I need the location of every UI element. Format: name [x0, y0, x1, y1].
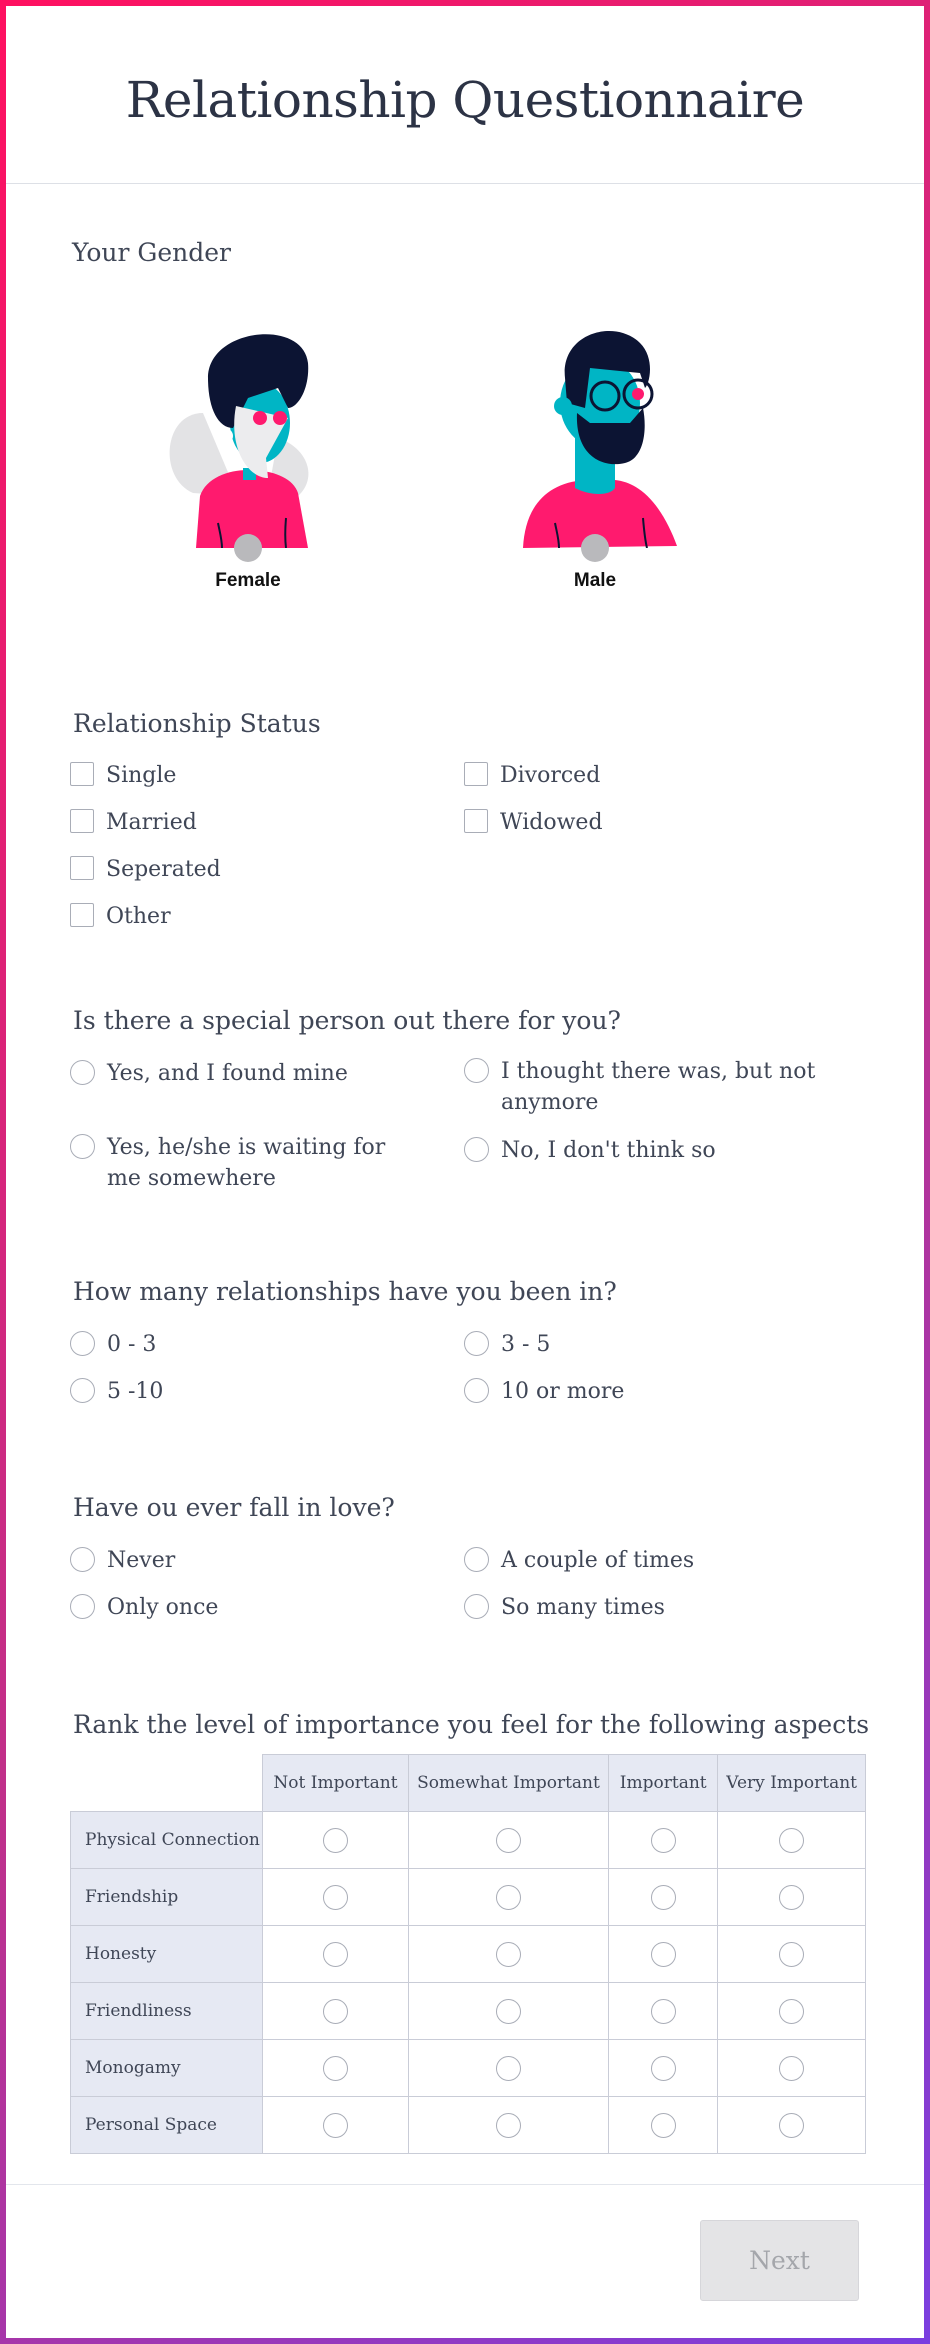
checkbox[interactable] [70, 856, 94, 880]
matrix-radio[interactable] [651, 1942, 676, 1967]
matrix-row-header: Personal Space [71, 2097, 263, 2154]
special-option-not-anymore[interactable] [464, 1056, 824, 1118]
radio-button[interactable] [464, 1058, 489, 1083]
matrix-row-header: Friendship [71, 1869, 263, 1926]
love-option-many[interactable] [464, 1592, 665, 1623]
fall-in-love-label: Have ou ever fall in love? [73, 1493, 395, 1522]
matrix-column-header: Very Important [718, 1755, 866, 1812]
radio-button[interactable] [70, 1331, 95, 1356]
option-label: Divorced [500, 763, 601, 788]
status-option-single[interactable] [70, 760, 176, 791]
special-option-found[interactable] [70, 1058, 450, 1089]
matrix-row [71, 2097, 866, 2154]
option-label: Seperated [106, 857, 221, 882]
matrix-row [71, 1926, 866, 1983]
page-title: Relationship Questionnaire [125, 70, 805, 129]
radio-button[interactable] [70, 1060, 95, 1085]
love-option-never[interactable] [70, 1545, 175, 1576]
form-header [6, 6, 924, 184]
gender-label-male: Male [573, 570, 617, 591]
matrix-radio[interactable] [651, 1885, 676, 1910]
count-option-3-5[interactable] [464, 1329, 550, 1360]
option-label: 0 - 3 [107, 1332, 157, 1357]
matrix-radio[interactable] [779, 2113, 804, 2138]
matrix-radio[interactable] [496, 1942, 521, 1967]
option-label: Other [106, 904, 171, 929]
matrix-corner [71, 1755, 263, 1812]
option-label: So many times [501, 1595, 665, 1620]
option-label: Married [106, 810, 197, 835]
matrix-row-header: Monogamy [71, 2040, 263, 2097]
status-option-widowed[interactable] [464, 807, 603, 838]
matrix-radio[interactable] [779, 1999, 804, 2024]
gender-option-female[interactable] [133, 318, 363, 592]
matrix-radio[interactable] [779, 1942, 804, 1967]
radio-button[interactable] [464, 1547, 489, 1572]
matrix-radio[interactable] [779, 1828, 804, 1853]
radio-button[interactable] [70, 1547, 95, 1572]
matrix-radio[interactable] [779, 2056, 804, 2081]
matrix-radio[interactable] [651, 1828, 676, 1853]
love-option-couple[interactable] [464, 1545, 694, 1576]
matrix-radio[interactable] [651, 2113, 676, 2138]
status-option-married[interactable] [70, 807, 197, 838]
status-option-other[interactable] [70, 901, 171, 932]
love-option-once[interactable] [70, 1592, 218, 1623]
special-option-no[interactable] [464, 1135, 824, 1166]
matrix-row [71, 1869, 866, 1926]
matrix-radio[interactable] [496, 2113, 521, 2138]
relationship-status-label: Relationship Status [73, 709, 321, 738]
next-button[interactable]: Next [700, 2220, 859, 2301]
matrix-column-header: Important [609, 1755, 718, 1812]
radio-button[interactable] [464, 1594, 489, 1619]
checkbox[interactable] [464, 762, 488, 786]
radio-button[interactable] [464, 1137, 489, 1162]
matrix-radio[interactable] [496, 1828, 521, 1853]
relationships-count-label: How many relationships have you been in? [73, 1277, 617, 1306]
option-label: Widowed [500, 810, 603, 835]
importance-question-label: Rank the level of importance you feel for the following aspects [73, 1710, 870, 1739]
option-label: 10 or more [501, 1379, 625, 1404]
matrix-radio[interactable] [323, 2113, 348, 2138]
matrix-row [71, 2040, 866, 2097]
radio-button[interactable] [70, 1378, 95, 1403]
option-label: Only once [107, 1595, 219, 1620]
matrix-radio[interactable] [779, 1885, 804, 1910]
female-avatar-icon [148, 318, 348, 548]
matrix-row-header: Honesty [71, 1926, 263, 1983]
matrix-radio[interactable] [496, 1885, 521, 1910]
matrix-radio[interactable] [651, 2056, 676, 2081]
gender-radio-male[interactable] [581, 534, 609, 562]
radio-button[interactable] [464, 1378, 489, 1403]
matrix-radio[interactable] [651, 1999, 676, 2024]
matrix-radio[interactable] [323, 1942, 348, 1967]
option-label: Never [107, 1548, 176, 1573]
matrix-column-header: Not Important [263, 1755, 409, 1812]
gender-label-female: Female [215, 570, 281, 591]
option-label: No, I don't think so [501, 1138, 716, 1163]
matrix-row [71, 1812, 866, 1869]
form-card [6, 6, 924, 2338]
special-person-label: Is there a special person out there for you? [73, 1006, 621, 1035]
count-option-0-3[interactable] [70, 1329, 156, 1360]
gender-option-male[interactable] [480, 318, 710, 592]
count-option-10-plus[interactable] [464, 1376, 624, 1407]
matrix-radio[interactable] [323, 1828, 348, 1853]
footer-divider [6, 2184, 924, 2185]
matrix-row-header: Friendliness [71, 1983, 263, 2040]
option-label: I thought there was, but not anymore [501, 1059, 816, 1115]
radio-button[interactable] [70, 1594, 95, 1619]
checkbox[interactable] [464, 809, 488, 833]
option-label: Single [106, 763, 177, 788]
radio-button[interactable] [70, 1134, 95, 1159]
checkbox[interactable] [70, 903, 94, 927]
matrix-radio[interactable] [323, 2056, 348, 2081]
option-label: Yes, and I found mine [107, 1061, 348, 1086]
status-option-divorced[interactable] [464, 760, 600, 791]
gender-radio-female[interactable] [234, 534, 262, 562]
importance-matrix [70, 1754, 866, 2154]
radio-button[interactable] [464, 1331, 489, 1356]
count-option-5-10[interactable] [70, 1376, 163, 1407]
status-option-seperated[interactable] [70, 854, 221, 885]
gender-question-label: Your Gender [72, 238, 231, 267]
male-avatar-icon [495, 318, 695, 548]
matrix-radio[interactable] [323, 1885, 348, 1910]
checkbox[interactable] [70, 762, 94, 786]
checkbox[interactable] [70, 809, 94, 833]
matrix-row [71, 1983, 866, 2040]
option-label: A couple of times [501, 1548, 695, 1573]
option-label: 5 -10 [107, 1379, 164, 1404]
matrix-radio[interactable] [496, 1999, 521, 2024]
matrix-radio[interactable] [323, 1999, 348, 2024]
matrix-radio[interactable] [496, 2056, 521, 2081]
matrix-row-header: Physical Connection [71, 1812, 263, 1869]
special-option-waiting[interactable] [70, 1132, 410, 1194]
option-label: 3 - 5 [501, 1332, 551, 1357]
matrix-column-header: Somewhat Important [408, 1755, 608, 1812]
option-label: Yes, he/she is waiting for me somewhere [107, 1135, 386, 1191]
